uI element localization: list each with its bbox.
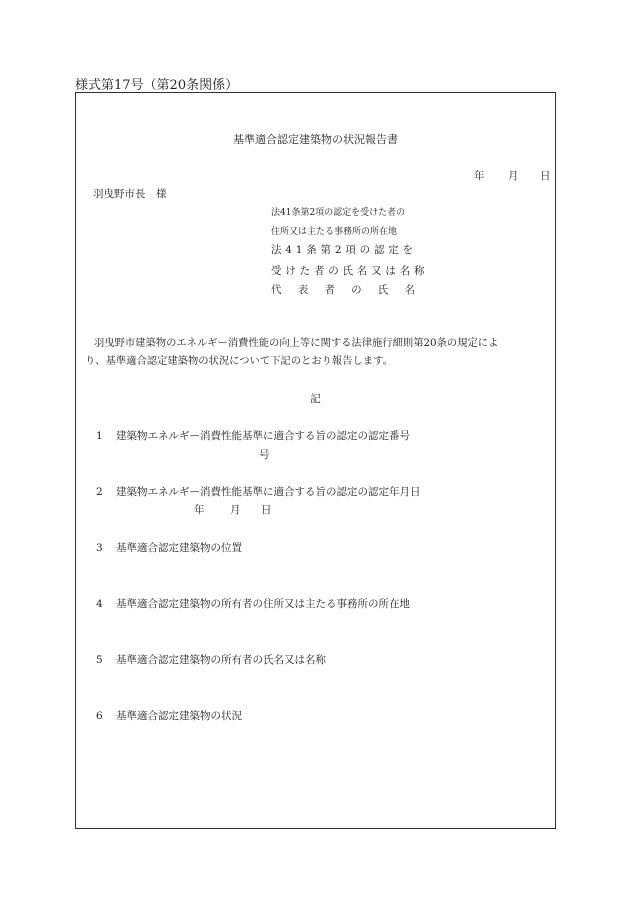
item-number: 4 — [96, 598, 103, 610]
item-building-location-label: 基準適合認定建築物の位置 — [116, 542, 242, 554]
representative-char: 名 — [404, 284, 415, 296]
applicant-address-label-line1: 法41条第2項の認定を受けた者の — [271, 208, 406, 218]
item-number: 6 — [96, 710, 103, 722]
document-title: 基準適合認定建築物の状況報告書 — [233, 133, 398, 146]
representative-char: 氏 — [377, 284, 389, 296]
item-certification-date-label: 建築物エネルギー消費性能基準に適合する旨の認定の認定年月日 — [116, 486, 421, 498]
report-form-frame — [75, 92, 556, 829]
item-number: 2 — [96, 486, 103, 498]
representative-char: 者 — [324, 284, 335, 296]
form-number: 様式第17号（第20条関係） — [75, 78, 239, 93]
addressee: 羽曳野市長 様 — [93, 188, 167, 200]
item-owner-address-label: 基準適合認定建築物の所有者の住所又は主たる事務所の所在地 — [116, 598, 410, 610]
body-text-line2: り、基準適合認定建築物の状況について下記のとおり報告します。 — [85, 355, 393, 367]
representative-char: の — [351, 284, 362, 296]
representative-name-label — [271, 284, 415, 297]
ki-heading: 記 — [310, 393, 321, 405]
item-number: 5 — [96, 654, 103, 666]
representative-char: 代 — [271, 284, 282, 296]
representative-char: 表 — [297, 284, 309, 296]
applicant-name-label-line1: 法41条第2項の認定を — [271, 244, 417, 256]
certification-date-month: 月 — [230, 504, 241, 516]
item-owner-name-label: 基準適合認定建築物の所有者の氏名又は名称 — [116, 654, 326, 666]
certification-date-year: 年 — [194, 504, 205, 516]
certification-number-suffix: 号 — [259, 449, 270, 461]
body-text-line1: 羽曳野市建築物のエネルギー消費性能の向上等に関する法律施行細則第20条の規定によ — [94, 337, 499, 349]
certification-date-day: 日 — [261, 504, 272, 516]
date-year-label: 年 — [474, 170, 485, 182]
applicant-name-label-line2: 受けた者の氏名又は名称 — [271, 265, 429, 277]
date-month-label: 月 — [508, 170, 519, 182]
item-number: 1 — [96, 430, 103, 442]
item-number: 3 — [96, 542, 103, 554]
item-certification-number-label: 建築物エネルギー消費性能基準に適合する旨の認定の認定番号 — [116, 430, 410, 442]
date-day-label: 日 — [540, 170, 551, 182]
applicant-address-label-line2: 住所又は主たる事務所の所在地 — [271, 227, 398, 237]
item-building-status-label: 基準適合認定建築物の状況 — [116, 710, 242, 722]
